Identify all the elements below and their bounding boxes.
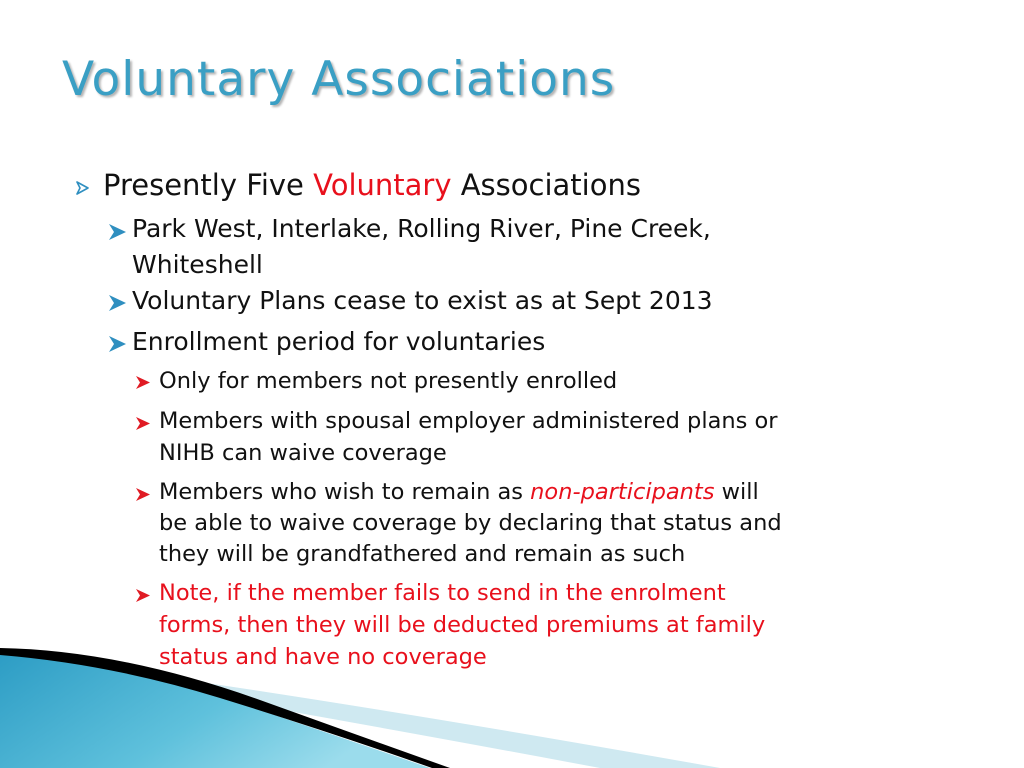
bullet-non-participants-line2: be able to waive coverage by declaring that status and	[159, 510, 782, 536]
bullet-associations-list-line1: Park West, Interlake, Rolling River, Pine Creek,	[132, 214, 711, 243]
slide-title: Voluntary Associations	[62, 52, 616, 107]
bullet-non-participants-line3: they will be grandfathered and remain as such	[159, 541, 686, 567]
bullet-text-suffix: Associations	[451, 168, 641, 202]
bullet-text-emphasis: non-participants	[530, 479, 715, 505]
bullet-plans-cease: Voluntary Plans cease to exist as at Sept 2013	[132, 286, 713, 315]
bullet-enrollment-period: Enrollment period for voluntaries	[132, 327, 546, 356]
bullet-text-prefix: Members who wish to remain as	[159, 479, 531, 505]
bullet-spousal-plans-line1: Members with spousal employer administered plans or	[159, 408, 778, 434]
bullet-text-prefix: Presently Five	[103, 168, 314, 202]
bullet-only-for-members: Only for members not presently enrolled	[159, 368, 618, 394]
bullet-note-line2: forms, then they will be deducted premiums at family	[159, 612, 766, 638]
bullet-note-line1: Note, if the member fails to send in the enrolment	[159, 580, 726, 606]
bullet-associations-list-line2: Whiteshell	[132, 250, 263, 279]
bullet-text-suffix: will	[714, 479, 759, 505]
bullet-text-emphasis: Voluntary	[313, 168, 452, 202]
bullet-spousal-plans-line2: NIHB can waive coverage	[159, 440, 447, 466]
bullet-note-line3: status and have no coverage	[159, 644, 487, 670]
